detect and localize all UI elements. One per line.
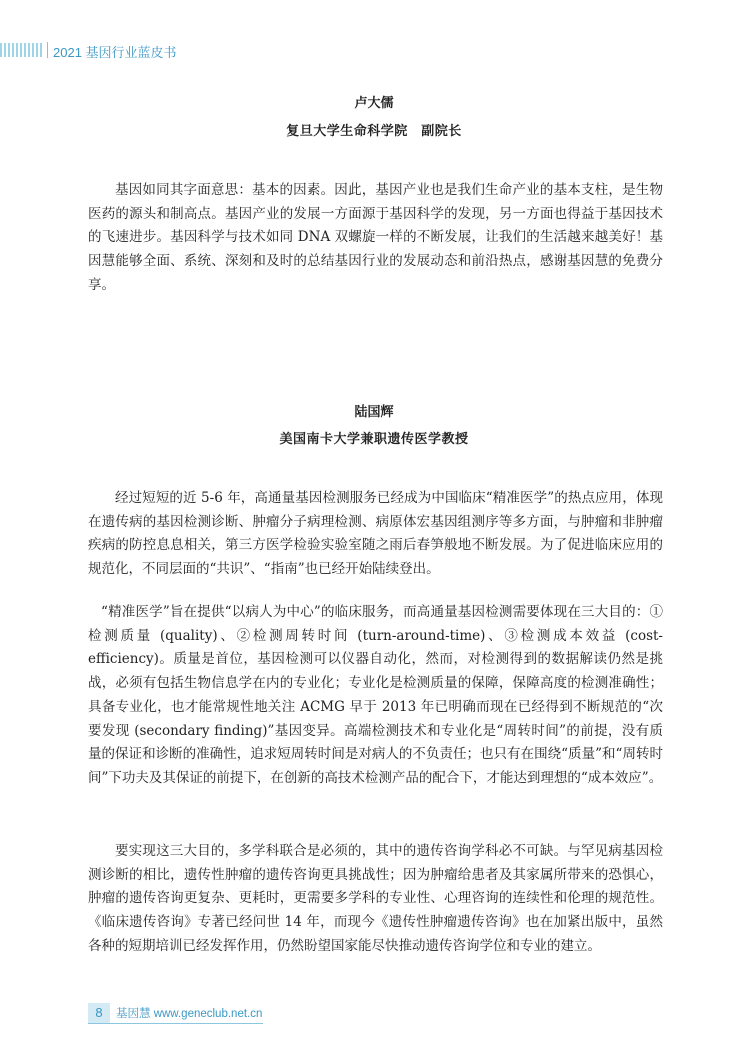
footer-site-link[interactable]: 基因慧 www.geneclub.net.cn	[116, 1008, 263, 1020]
paragraph: 基因如同其字面意思：基本的因素。因此，基因产业也是我们生命产业的基本支柱，是生物医药的源头和制高点。基因产业的发展一方面源于基因科学的发现，另一方面也得益于基因技术的飞速进步。基因科学与技术如同 DNA 双螺旋一样的不断发展，让我们的生活越来越美好！基因慧能够全面、系统、深刻和及时的总结基因行业的发展动态和前沿热点，感谢基因慧的免费分享。	[88, 182, 663, 293]
page-header	[0, 40, 748, 62]
header-divider	[47, 42, 48, 58]
paragraph: 经过短短的近 5-6 年，高通量基因检测服务已经成为中国临床“精准医学”的热点应用，体现在遗传病的基因检测诊断、肿瘤分子病理检测、病原体宏基因组测序等多方面，与肿瘤和非肿瘤疾病的防控息息相关，第三方医学检验实验室随之雨后春笋般地不断发展。为了促进临床应用的规范化，不同层面的“共识”、“指南”也已经开始陆续登出。	[88, 490, 663, 578]
author-title-2: 美国南卡大学兼职遗传医学教授	[279, 432, 469, 447]
page-footer	[88, 1003, 263, 1023]
paragraph: 要实现这三大目的，多学科联合是必须的，其中的遗传咨询学科必不可缺。与罕见病基因检测诊断的相比，遗传性肿瘤的遗传咨询更具挑战性；因为肿瘤给患者及其家属所带来的恐惧心，肿瘤的遗传咨询更复杂、更耗时，更需要多学科的专业性、心理咨询的连续性和伦理的规范性。《临床遗传咨询》专著已经问世 14 年，而现今《遗传性肿瘤遗传咨询》也在加紧出版中，虽然各种的短期培训已经发挥作用，仍然盼望国家能尽快推动遗传咨询学位和专业的建立。	[88, 843, 663, 954]
header-title: 2021 基因行业蓝皮书	[53, 45, 177, 60]
header-decoration-bars	[0, 43, 44, 57]
author-name-1: 卢大儒	[354, 96, 394, 111]
author-title-1: 复旦大学生命科学院 副院长	[286, 124, 462, 139]
paragraph: “精准医学”旨在提供“以病人为中心”的临床服务，而高通量基因检测需要体现在三大目的：①检测质量 (quality)、②检测周转时间 (turn-around-time)、③检测成本效益 (cost-efficiency)。质量是首位，基因检测可以仪器自动化，然而，对检测得到的数据解读仍然是挑战，必须有包括生物信息学在内的专业化；专业化是检测质量的保障，保障高度的检测准确性；具备专业化，也才能常规性地关注 ACMG 早于 2013 年已明确而现在已经得到不断规范的“次要发现 (secondary finding)”基因变异。高端检测技术和专业化是“周转时间”的前提，没有质量的保证和诊断的准确性，追求短周转时间是对病人的不负责任；也只有在围绕“质量”和“周转时间”下功夫及其保证的前提下，在创新的高技术检测产品的配合下，才能达到理想的“成本效应”。	[88, 604, 663, 786]
page-number: 8	[88, 1003, 110, 1023]
author-name-2: 陆国辉	[354, 405, 394, 420]
footer-rule	[88, 1023, 263, 1024]
